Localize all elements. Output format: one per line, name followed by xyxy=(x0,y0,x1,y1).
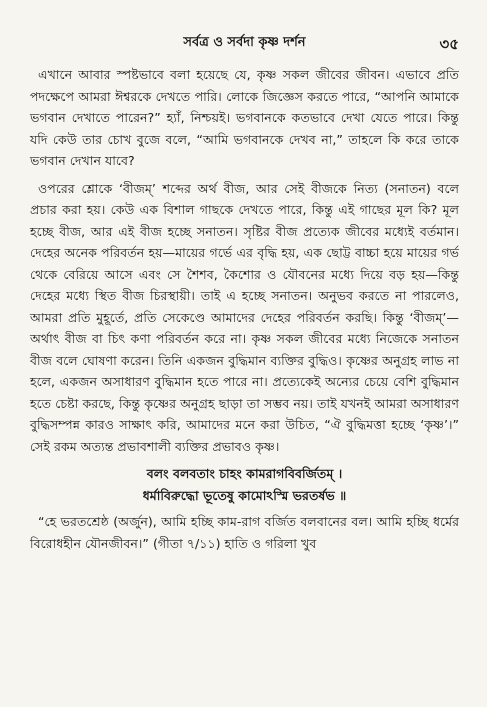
page-body xyxy=(30,64,459,560)
verse-line-2: ধর্মাবিরুদ্ধো ভূতেষু কামোঽস্মি ভরতর্ষভ ॥ xyxy=(142,488,347,503)
running-title: সর্বত্র ও সর্বদা কৃষ্ণ দর্শন xyxy=(183,35,306,50)
translation-paragraph: “হে ভরতশ্রেষ্ঠ (অর্জুন), আমি হচ্ছি কাম-রাগ বর্জিত বলবানের বল। আমি হচ্ছি ধর্মের বিরোধহীন যৌনজীবন।” (গীতা ৭/১১) হাতি ও গরিলা খুব xyxy=(30,514,459,551)
paragraph-1: এখানে আবার স্পষ্টভাবে বলা হয়েছে যে, কৃষ্ণ সকল জীবের জীবন। এভাবে প্রতি পদক্ষেপে আমরা ঈশ্বরকে দেখতে পারি। লোকে জিজ্ঞেস করতে পারে, “আপনি আমাকে ভগবান দেখাতে পারেন?” হ্যাঁ, নিশ্চয়ই। ভগবানকে কতভাবে দেখা যেতে পারে। কিন্তু যদি কেউ তার চোখ বুজে বলে, “আমি ভগবানকে দেখব না,” তাহলে কি করে তাকে ভগবান দেখান যাবে? xyxy=(30,67,459,168)
page-number: ৩৫ xyxy=(439,35,459,53)
sanskrit-verse xyxy=(30,463,459,507)
verse-line-1: বলং বলবতাং চাহং কামরাগবিবর্জিতম্ । xyxy=(146,466,343,481)
page-header xyxy=(30,33,459,55)
paragraph-2: ওপরের শ্লোকে ‘বীজম্’ শব্দের অর্থ বীজ, আর সেই বীজকে নিত্য (সনাতন) বলে প্রচার করা হয়। কেউ এক বিশাল গাছকে দেখতে পারে, কিন্তু এই গাছের মূল কি? মূল হচ্ছে বীজ, আর এই বীজ হচ্ছে সনাতন। সৃষ্টির বীজ প্রত্যেক জীবের মধ্যেই বর্তমান। দেহের অনেক পরিবর্তন হয়—মায়ের গর্ভে এর বৃদ্ধি হয়, এক ছোট্ট বাচ্চা হয়ে মায়ের গর্ভ থেকে বেরিয়ে আসে এবং সে শৈশব, কৈশোর ও যৌবনের মধ্যে দিয়ে বড় হয়—কিন্তু দেহের মধ্যে স্থিত বীজ চিরস্থায়ী। তাই এ হচ্ছে সনাতন। অনুভব করতে না পারলেও, আমরা প্রতি মুহূর্তে, প্রতি সেকেণ্ডে আমাদের দেহের পরিবর্তন করছি। কিন্তু ‘বীজম্’—অর্থাৎ বীজ বা চিৎ কণা পরিবর্তন করে না। কৃষ্ণ সকল জীবের মধ্যে নিজেকে সনাতন বীজ বলে ঘোষণা করেন। তিনি একজন বুদ্ধিমান ব্যক্তির বুদ্ধিও। কৃষ্ণের অনুগ্রহ লাভ না হলে, একজন অসাধারণ বুদ্ধিমান হতে পারে না। প্রত্যেকেই অন্যের চেয়ে বেশি বুদ্ধিমান হতে চেষ্টা করছে, কিন্তু কৃষ্ণের অনুগ্রহ ছাড়া তা সম্ভব নয়। তাই যখনই আমরা অসাধারণ বুদ্ধিসম্পন্ন কারও সাক্ষাৎ করি, আমাদের মনে করা উচিত, “ঐ বুদ্ধিমত্তা হচ্ছে ‘কৃষ্ণ’।” সেই রকম অত্যন্ত প্রভাবশালী ব্যক্তির প্রভাবও কৃষ্ণ। xyxy=(30,180,459,454)
